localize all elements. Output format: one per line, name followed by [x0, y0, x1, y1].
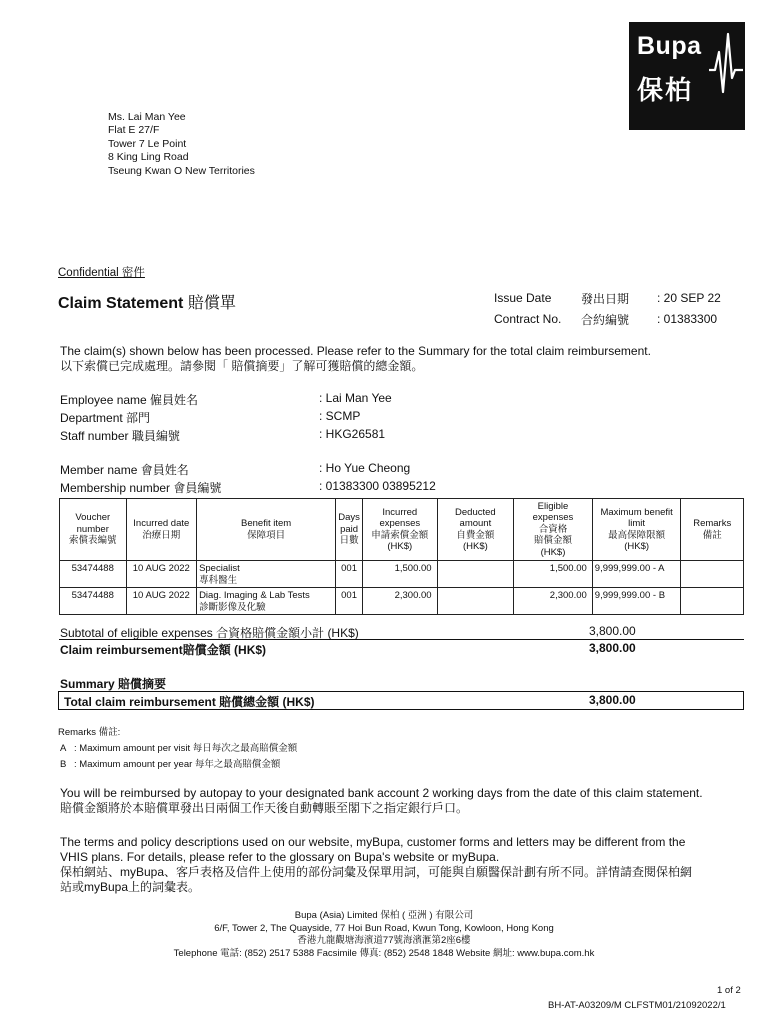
document-reference: BH-AT-A03209/M CLFSTM01/21092022/1	[548, 1000, 726, 1011]
staff-number-value: : HKG26581	[319, 427, 386, 441]
remarks-heading: Remarks 備註:	[58, 727, 121, 738]
title-en: Claim Statement	[58, 295, 184, 312]
department-label: Department 部門	[60, 411, 151, 425]
staff-number-row	[60, 427, 386, 444]
claim-reimbursement-row	[59, 641, 744, 657]
cell-date: 10 AUG 2022	[126, 561, 197, 588]
cell-remarks	[681, 588, 744, 615]
col-header-voucher: Voucher number 索償表編號	[60, 499, 127, 561]
issue-date-label-zh: 發出日期	[581, 292, 630, 306]
summary-heading: Summary 賠償摘要	[60, 677, 167, 691]
table-row	[60, 561, 744, 588]
remark-item: A : Maximum amount per visit 每日每次之最高賠償金額	[60, 743, 298, 754]
cell-deducted	[437, 588, 514, 615]
col-header-incurred-expenses: Incurred expenses 申請索償金額 (HK$)	[363, 499, 438, 561]
col-header-incurred-date: Incurred date 治療日期	[126, 499, 197, 561]
bupa-logo	[629, 22, 745, 130]
issue-date-label-en: Issue Date	[494, 291, 552, 305]
heartbeat-icon	[709, 30, 743, 100]
issue-date-value: : 20 SEP 22	[657, 291, 721, 305]
cell-benefit-item: Diag. Imaging & Lab Tests 診斷影像及化驗	[197, 588, 336, 615]
total-reimbursement-box	[58, 691, 744, 710]
table-row	[60, 588, 744, 615]
cell-deducted	[437, 561, 514, 588]
member-name-value: : Ho Yue Cheong	[319, 461, 411, 475]
cell-voucher: 53474488	[60, 588, 127, 615]
company-footer	[0, 910, 768, 960]
cell-date: 10 AUG 2022	[126, 588, 197, 615]
department-row	[60, 409, 361, 426]
title-zh: 賠償單	[187, 295, 236, 312]
membership-number-label: Membership number 會員編號	[60, 481, 222, 495]
subtotal-value: 3,800.00	[589, 624, 636, 638]
claim-reimbursement-value: 3,800.00	[589, 641, 636, 655]
total-reimbursement-value: 3,800.00	[589, 693, 636, 707]
cell-limit: 9,999,999.00 - A	[592, 561, 681, 588]
footer-address-en: 6/F, Tower 2, The Quayside, 77 Hoi Bun Road, Kwun Tong, Kowloon, Hong Kong	[214, 922, 554, 934]
member-name-label: Member name 會員姓名	[60, 463, 189, 477]
footer-contact: Telephone 電話: (852) 2517 5388 Facsimile 傳真: (852) 2548 1848 Website 網址: www.bupa.com.hk	[173, 947, 595, 959]
membership-number-row	[60, 479, 436, 496]
col-header-benefit-item: Benefit item 保障項目	[197, 499, 336, 561]
footer-address-zh: 香港九龍觀塘海濱道77號海濱滙第2座6樓	[297, 935, 471, 946]
cell-incurred: 1,500.00	[363, 561, 438, 588]
intro-line-en: The claim(s) shown below has been processed. Please refer to the Summary for the total claim reimbursement.	[60, 344, 651, 358]
address-line: Tseung Kwan O New Territories	[108, 164, 255, 177]
terms-line: VHIS plans. For details, please refer to the glossary on Bupa's website or myBupa.	[60, 850, 500, 864]
payment-line-zh: 賠償金額將於本賠償單發出日兩個工作天後自動轉賬至閣下之指定銀行戶口。	[60, 801, 469, 815]
contract-no-value: : 01383300	[657, 312, 718, 326]
cell-benefit-item: Specialist 專科醫生	[197, 561, 336, 588]
employee-name-row	[60, 391, 392, 408]
col-header-days-paid: Days paid 日數	[336, 499, 363, 561]
terms-notice	[60, 835, 750, 895]
department-value: : SCMP	[319, 409, 361, 423]
cell-voucher: 53474488	[60, 561, 127, 588]
address-line: Ms. Lai Man Yee	[108, 111, 186, 123]
claims-table	[59, 498, 744, 615]
payment-notice	[60, 786, 703, 816]
col-header-remarks: Remarks 備註	[681, 499, 744, 561]
cell-eligible: 1,500.00	[514, 561, 593, 588]
terms-line: 站或myBupa上的詞彙表。	[60, 880, 201, 894]
contract-no-label-en: Contract No.	[494, 312, 562, 326]
logo-text-zh: 保柏	[637, 75, 694, 105]
cell-incurred: 2,300.00	[363, 588, 438, 615]
footer-company: Bupa (Asia) Limited 保柏 ( 亞洲 ) 有限公司	[294, 910, 474, 921]
intro-text	[60, 344, 651, 374]
address-line: Flat E 27/F	[108, 124, 160, 137]
membership-number-value: : 01383300 03895212	[319, 479, 436, 493]
cell-remarks	[681, 561, 744, 588]
intro-line-zh: 以下索償已完成處理。請參閱「 賠償摘要」了解可獲賠償的總金額。	[60, 359, 424, 373]
col-header-eligible-expenses: Eligible expenses 合資格 賠償金額 (HK$)	[514, 499, 593, 561]
cell-eligible: 2,300.00	[514, 588, 593, 615]
recipient-address	[108, 111, 255, 178]
cell-limit: 9,999,999.00 - B	[592, 588, 681, 615]
remark-item: B : Maximum amount per year 每年之最高賠償金額	[60, 759, 281, 770]
payment-line-en: You will be reimbursed by autopay to your designated bank account 2 working days from the date of this claim statement.	[60, 786, 703, 800]
col-header-deducted-amount: Deducted amount 自費金額 (HK$)	[437, 499, 514, 561]
terms-line: The terms and policy descriptions used on our website, myBupa, customer forms and letters may be different from the	[60, 835, 686, 849]
terms-line: 保柏網站、myBupa、客戶表格及信件上使用的部份詞彙及保單用詞，可能與自願醫保計劃有所不同。詳情請查閱保柏網	[60, 865, 693, 879]
table-header-row	[60, 499, 744, 561]
subtotal-label: Subtotal of eligible expenses 合資格賠償金額小計 (HK$)	[60, 626, 359, 640]
staff-number-label: Staff number 職員編號	[60, 429, 180, 443]
col-header-maximum-limit: Maximum benefit limit 最高保障限額 (HK$)	[592, 499, 681, 561]
cell-days: 001	[336, 561, 363, 588]
subtotal-row	[59, 623, 744, 640]
claim-reimbursement-label: Claim reimbursement賠償金額 (HK$)	[60, 643, 267, 657]
member-name-row	[60, 461, 411, 478]
confidential-label: Confidential 密件	[58, 267, 145, 279]
page-title	[58, 290, 236, 313]
address-line: 8 King Ling Road	[108, 151, 189, 164]
remarks-section	[58, 725, 297, 773]
cell-days: 001	[336, 588, 363, 615]
employee-name-label: Employee name 僱員姓名	[60, 393, 199, 407]
page-number: 1 of 2	[717, 985, 741, 996]
total-reimbursement-label: Total claim reimbursement 賠償總金額 (HK$)	[64, 695, 315, 709]
contract-no-label-zh: 合約編號	[581, 313, 630, 327]
logo-text-en: Bupa	[637, 32, 702, 60]
address-line: Tower 7 Le Point	[108, 137, 187, 150]
employee-name-value: : Lai Man Yee	[319, 391, 392, 405]
